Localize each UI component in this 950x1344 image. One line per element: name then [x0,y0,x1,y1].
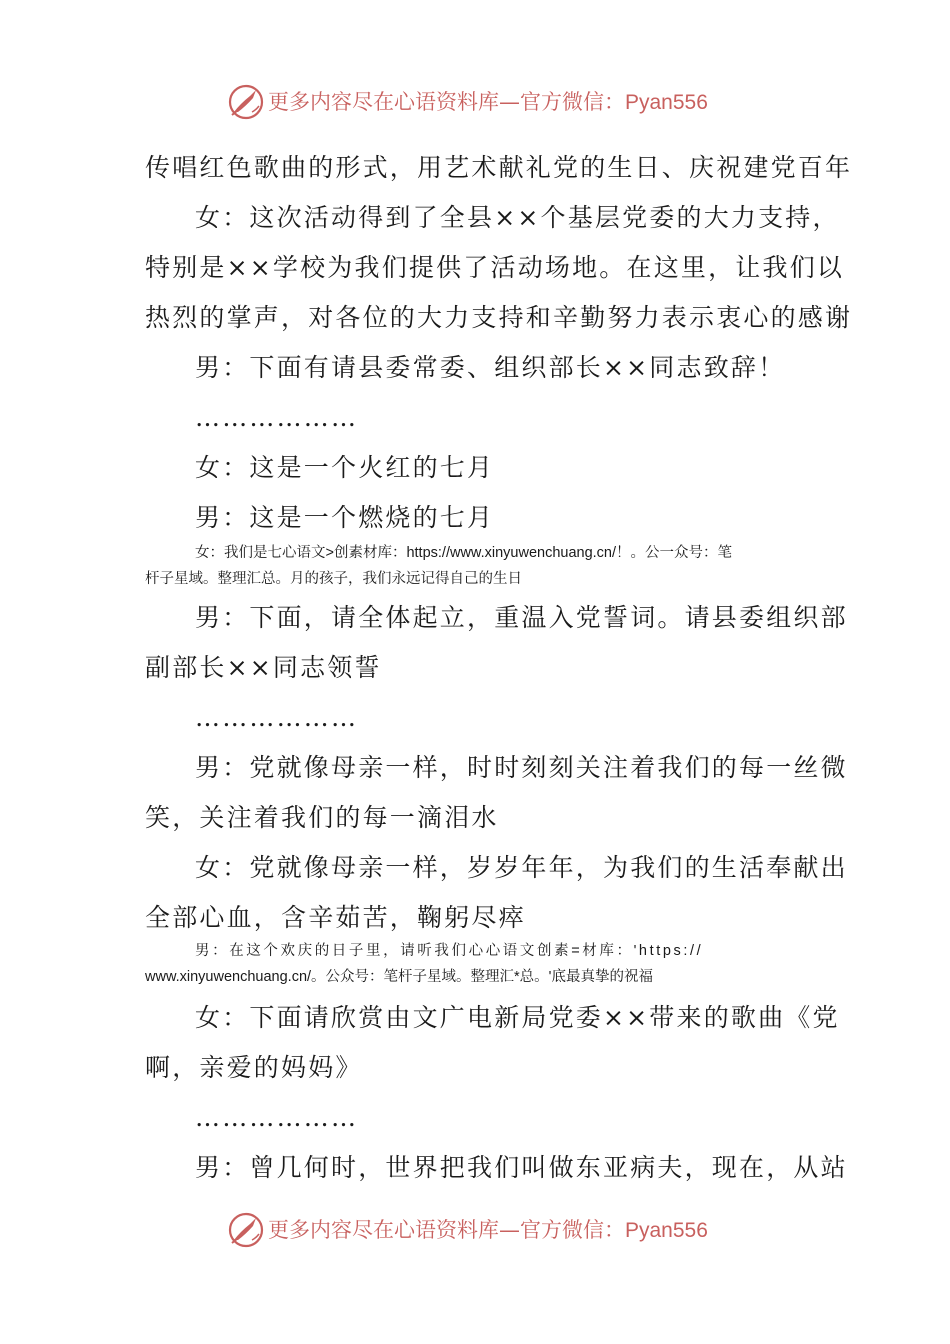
header-banner [0,80,950,124]
banner-wechat-id: Pyan556 [625,1219,708,1242]
banner-brand: 更多内容尽在心语资料库 [268,1218,499,1242]
banner-dash: — [499,1218,520,1242]
banner-text [268,88,708,117]
watermark-line: www.xinyuwenchuang.cn/。公众号：笔杆子星域。整理汇*总。'底最真挚的祝福 [145,969,653,985]
watermark-line: 女：我们是七心语文>创素材库：https://www.xinyuwenchuang.cn/！。公一众号：笔 [195,545,733,561]
watermark-line: 杆子星域。整理汇总。月的孩子，我们永远记得自己的生日 [145,571,522,587]
paragraph-line: 女：这次活动得到了全县××个基层党委的大力支持， [195,203,840,232]
paragraph-line: 女：下面请欣赏由文广电新局党委××带来的歌曲《党 [195,1003,840,1032]
pen-logo-icon [226,1210,266,1250]
watermark-line: 男：在这个欢庆的日子里，请听我们心心语文创素=材库：'https:// [195,943,704,959]
banner-text [268,1216,708,1245]
banner-wechat-id: Pyan556 [625,91,708,114]
paragraph-line: 女：党就像母亲一样，岁岁年年，为我们的生活奉献出 [195,853,848,882]
paragraph-line: 传唱红色歌曲的形式，用艺术献礼党的生日、庆祝建党百年 [145,153,853,182]
paragraph-line: 啊，亲爱的妈妈》 [145,1053,363,1082]
ellipsis-line: ……………… [195,403,359,432]
pen-logo-icon [226,82,266,122]
paragraph-line: 特别是××学校为我们提供了活动场地。在这里，让我们以 [145,253,845,282]
paragraph-line: 副部长××同志领誓 [145,653,382,682]
banner-dash: — [499,90,520,114]
paragraph-line: 男：下面，请全体起立，重温入党誓词。请县委组织部 [195,603,848,632]
footer-banner [0,1208,950,1252]
ellipsis-line: ……………… [195,703,359,732]
paragraph-line: 男：党就像母亲一样，时时刻刻关注着我们的每一丝微 [195,753,848,782]
paragraph-line: 女：这是一个火红的七月 [195,453,495,482]
paragraph-line: 笑，关注着我们的每一滴泪水 [145,803,499,832]
paragraph-line: 男：曾几何时，世界把我们叫做东亚病夫，现在，从站 [195,1153,848,1182]
paragraph-line: 全部心血，含辛茹苦，鞠躬尽瘁 [145,903,526,932]
banner-brand: 更多内容尽在心语资料库 [268,90,499,114]
banner-official-label: 官方微信： [520,90,625,114]
banner-official-label: 官方微信： [520,1218,625,1242]
paragraph-line: 男：这是一个燃烧的七月 [195,503,495,532]
paragraph-line: 热烈的掌声，对各位的大力支持和辛勤努力表示衷心的感谢 [145,303,853,332]
paragraph-line: 男：下面有请县委常委、组织部长××同志致辞！ [195,353,786,382]
ellipsis-line: ……………… [195,1103,359,1132]
